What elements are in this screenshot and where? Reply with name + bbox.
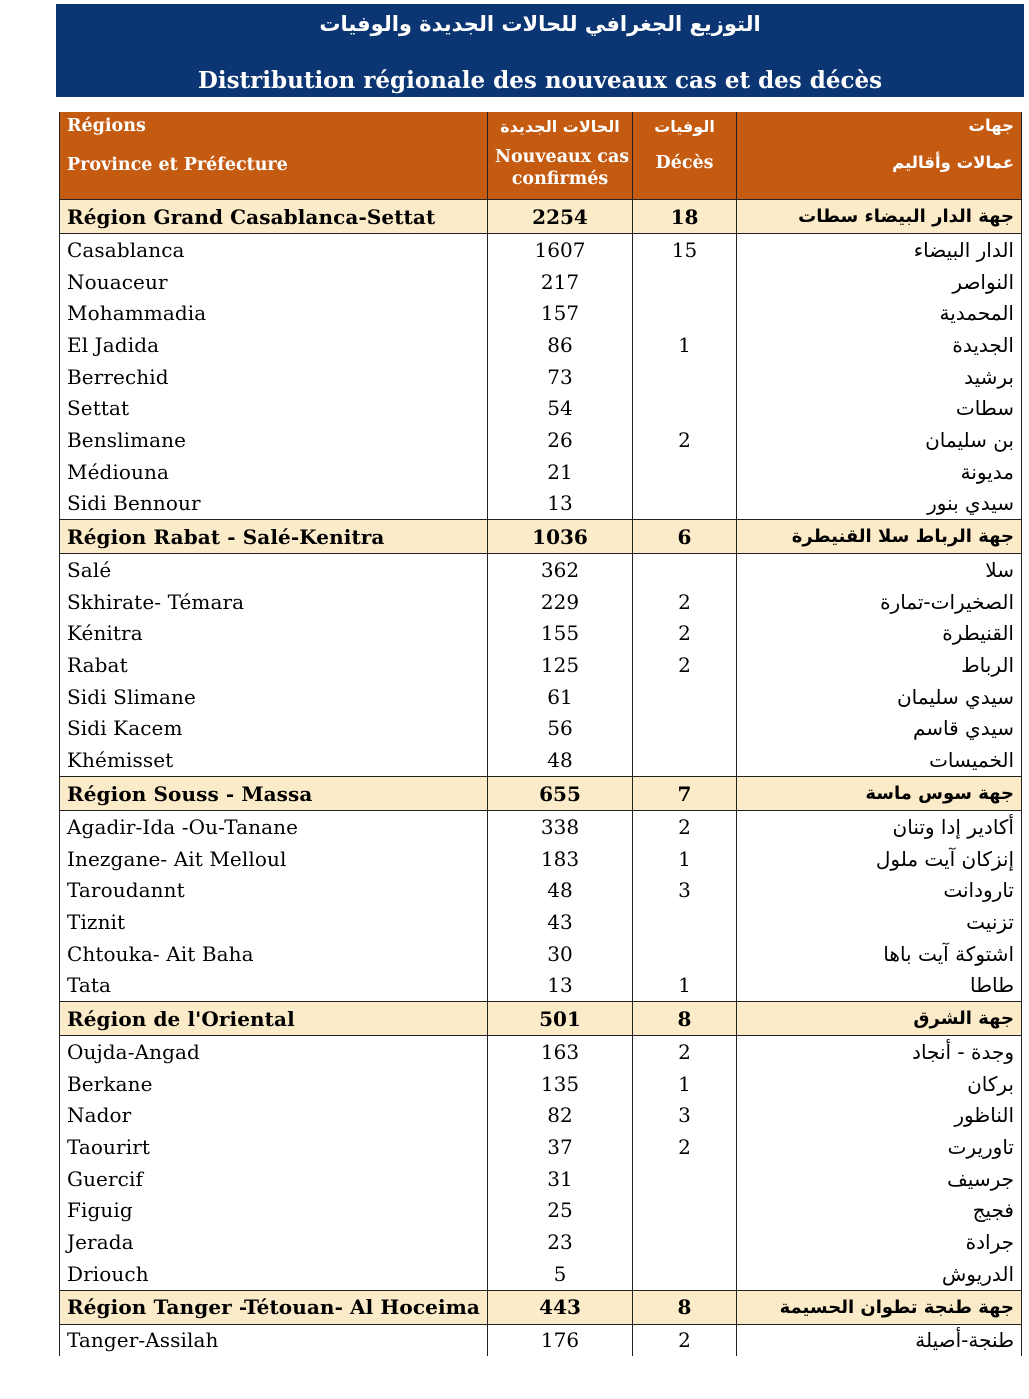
province-name: Agadir-Ida -Ou-Tanane <box>60 811 488 843</box>
deaths-value <box>633 456 737 488</box>
table-row <box>60 1226 1022 1258</box>
province-name-arabic: اشتوكة آيت باها <box>737 938 1022 970</box>
title-arabic: التوزيع الجغرافي للحالات الجديدة والوفيات <box>319 12 761 36</box>
deaths-value: 8 <box>633 1290 737 1324</box>
province-name: Chtouka- Ait Baha <box>60 938 488 970</box>
region-name: Région de l'Oriental <box>60 1002 488 1036</box>
province-name-arabic: الدريوش <box>737 1258 1022 1290</box>
table-row <box>60 266 1022 298</box>
province-name: Skhirate- Témara <box>60 586 488 618</box>
table-body <box>60 200 1022 1357</box>
province-name-arabic: الدار البيضاء <box>737 234 1022 266</box>
province-name: Benslimane <box>60 424 488 456</box>
province-name-arabic: وجدة - أنجاد <box>737 1036 1022 1068</box>
table-row <box>60 906 1022 938</box>
deaths-value: 15 <box>633 234 737 266</box>
deaths-value <box>633 554 737 586</box>
region-name-arabic: جهة الشرق <box>737 1002 1022 1036</box>
table-row <box>60 1100 1022 1132</box>
new-cases-value: 43 <box>488 906 633 938</box>
province-name: Settat <box>60 392 488 424</box>
new-cases-value: 61 <box>488 681 633 713</box>
deaths-value <box>633 1226 737 1258</box>
new-cases-value: 229 <box>488 586 633 618</box>
province-name-arabic: فجيج <box>737 1195 1022 1227</box>
province-name: Sidi Slimane <box>60 681 488 713</box>
new-cases-value: 82 <box>488 1100 633 1132</box>
table-row <box>60 681 1022 713</box>
new-cases-value: 157 <box>488 297 633 329</box>
deaths-value: 3 <box>633 874 737 906</box>
table-row <box>60 361 1022 393</box>
deaths-value: 2 <box>633 1324 737 1356</box>
new-cases-value: 48 <box>488 874 633 906</box>
province-name: Driouch <box>60 1258 488 1290</box>
deaths-value <box>633 681 737 713</box>
province-name: Sidi Bennour <box>60 488 488 520</box>
province-name: Jerada <box>60 1226 488 1258</box>
table-row <box>60 713 1022 745</box>
table-row <box>60 554 1022 586</box>
new-cases-value: 155 <box>488 618 633 650</box>
new-cases-value: 501 <box>488 1002 633 1036</box>
province-name-arabic: جرادة <box>737 1226 1022 1258</box>
new-cases-value: 26 <box>488 424 633 456</box>
province-name-arabic: تزنيت <box>737 906 1022 938</box>
table-row <box>60 649 1022 681</box>
province-name-arabic: سلا <box>737 554 1022 586</box>
province-name: Kénitra <box>60 618 488 650</box>
province-name: Casablanca <box>60 234 488 266</box>
province-name-arabic: القنيطرة <box>737 618 1022 650</box>
province-name: Oujda-Angad <box>60 1036 488 1068</box>
province-name: Nouaceur <box>60 266 488 298</box>
province-name: Taourirt <box>60 1131 488 1163</box>
deaths-value <box>633 938 737 970</box>
deaths-value <box>633 361 737 393</box>
new-cases-value: 125 <box>488 649 633 681</box>
region-row <box>60 777 1022 811</box>
table-row <box>60 329 1022 361</box>
table-row <box>60 1195 1022 1227</box>
table-row <box>60 874 1022 906</box>
province-name: Sidi Kacem <box>60 713 488 745</box>
deaths-value: 2 <box>633 811 737 843</box>
region-name-arabic: جهة الدار البيضاء سطات <box>737 200 1022 234</box>
province-name-arabic: الرباط <box>737 649 1022 681</box>
province-name-arabic: الخميسات <box>737 744 1022 776</box>
deaths-value: 8 <box>633 1002 737 1036</box>
new-cases-value: 31 <box>488 1163 633 1195</box>
new-cases-value: 163 <box>488 1036 633 1068</box>
province-name-arabic: المحمدية <box>737 297 1022 329</box>
province-name: Tanger-Assilah <box>60 1324 488 1356</box>
province-name: Khémisset <box>60 744 488 776</box>
table-row <box>60 843 1022 875</box>
deaths-value: 1 <box>633 1068 737 1100</box>
province-name-arabic: سيدي بنور <box>737 488 1022 520</box>
table-row <box>60 938 1022 970</box>
header-deaths: الوفيات Décès <box>633 112 737 200</box>
title-french: Distribution régionale des nouveaux cas et des décès <box>197 67 883 94</box>
deaths-value <box>633 1258 737 1290</box>
deaths-value: 2 <box>633 424 737 456</box>
table-row <box>60 586 1022 618</box>
province-name-arabic: الناظور <box>737 1100 1022 1132</box>
deaths-value <box>633 392 737 424</box>
province-name: Figuig <box>60 1195 488 1227</box>
table-row <box>60 456 1022 488</box>
province-name-arabic: أكادير إدا وتنان <box>737 811 1022 843</box>
table-row <box>60 1036 1022 1068</box>
deaths-value: 2 <box>633 618 737 650</box>
region-row <box>60 1002 1022 1036</box>
new-cases-value: 338 <box>488 811 633 843</box>
deaths-value <box>633 713 737 745</box>
region-name-arabic: جهة سوس ماسة <box>737 777 1022 811</box>
table-header-row <box>60 112 1022 200</box>
deaths-value <box>633 906 737 938</box>
province-name: Nador <box>60 1100 488 1132</box>
new-cases-value: 86 <box>488 329 633 361</box>
new-cases-value: 25 <box>488 1195 633 1227</box>
new-cases-value: 73 <box>488 361 633 393</box>
new-cases-value: 362 <box>488 554 633 586</box>
table-row <box>60 297 1022 329</box>
deaths-value <box>633 266 737 298</box>
new-cases-value: 217 <box>488 266 633 298</box>
new-cases-value: 56 <box>488 713 633 745</box>
new-cases-value: 655 <box>488 777 633 811</box>
province-name-arabic: إنزكان آيت ملول <box>737 843 1022 875</box>
province-name-arabic: برشيد <box>737 361 1022 393</box>
region-row <box>60 1290 1022 1324</box>
header-regions-arabic: جهات عمالات وأقاليم <box>737 112 1022 200</box>
province-name-arabic: بن سليمان <box>737 424 1022 456</box>
deaths-value: 1 <box>633 843 737 875</box>
table-row <box>60 969 1022 1001</box>
deaths-value: 6 <box>633 520 737 554</box>
new-cases-value: 23 <box>488 1226 633 1258</box>
new-cases-value: 13 <box>488 969 633 1001</box>
table-row <box>60 424 1022 456</box>
header-new-cases: الحالات الجديدة Nouveaux cas confirmés <box>488 112 633 200</box>
region-name-arabic: جهة طنجة تطوان الحسيمة <box>737 1290 1022 1324</box>
table-row <box>60 1258 1022 1290</box>
province-name-arabic: تاوريرت <box>737 1131 1022 1163</box>
province-name: Taroudannt <box>60 874 488 906</box>
new-cases-value: 21 <box>488 456 633 488</box>
province-name-arabic: سيدي قاسم <box>737 713 1022 745</box>
province-name-arabic: مديونة <box>737 456 1022 488</box>
province-name: Mohammadia <box>60 297 488 329</box>
province-name: Médiouna <box>60 456 488 488</box>
deaths-value: 2 <box>633 1131 737 1163</box>
new-cases-value: 176 <box>488 1324 633 1356</box>
new-cases-value: 1607 <box>488 234 633 266</box>
new-cases-value: 443 <box>488 1290 633 1324</box>
province-name-arabic: سيدي سليمان <box>737 681 1022 713</box>
new-cases-value: 183 <box>488 843 633 875</box>
deaths-value: 3 <box>633 1100 737 1132</box>
new-cases-value: 13 <box>488 488 633 520</box>
province-name: Rabat <box>60 649 488 681</box>
region-name-arabic: جهة الرباط سلا القنيطرة <box>737 520 1022 554</box>
region-name: Région Souss - Massa <box>60 777 488 811</box>
deaths-value <box>633 488 737 520</box>
province-name: El Jadida <box>60 329 488 361</box>
province-name: Berkane <box>60 1068 488 1100</box>
deaths-value <box>633 744 737 776</box>
deaths-value: 1 <box>633 329 737 361</box>
deaths-value: 18 <box>633 200 737 234</box>
table-row <box>60 618 1022 650</box>
region-name: Région Grand Casablanca-Settat <box>60 200 488 234</box>
province-name: Inezgane- Ait Melloul <box>60 843 488 875</box>
new-cases-value: 2254 <box>488 200 633 234</box>
table-row <box>60 488 1022 520</box>
table-row <box>60 1324 1022 1356</box>
new-cases-value: 48 <box>488 744 633 776</box>
province-name-arabic: بركان <box>737 1068 1022 1100</box>
new-cases-value: 5 <box>488 1258 633 1290</box>
province-name: Berrechid <box>60 361 488 393</box>
province-name-arabic: تارودانت <box>737 874 1022 906</box>
table-row <box>60 234 1022 266</box>
province-name-arabic: الصخيرات-تمارة <box>737 586 1022 618</box>
table-row <box>60 1163 1022 1195</box>
new-cases-value: 30 <box>488 938 633 970</box>
new-cases-value: 1036 <box>488 520 633 554</box>
table-row <box>60 744 1022 776</box>
new-cases-value: 135 <box>488 1068 633 1100</box>
table-row <box>60 811 1022 843</box>
province-name-arabic: سطات <box>737 392 1022 424</box>
deaths-value: 7 <box>633 777 737 811</box>
province-name-arabic: طنجة-أصيلة <box>737 1324 1022 1356</box>
province-name-arabic: طاطا <box>737 969 1022 1001</box>
table-row <box>60 1068 1022 1100</box>
province-name-arabic: جرسيف <box>737 1163 1022 1195</box>
deaths-value: 2 <box>633 586 737 618</box>
region-row <box>60 520 1022 554</box>
region-name: Région Rabat - Salé-Kenitra <box>60 520 488 554</box>
deaths-value: 2 <box>633 1036 737 1068</box>
province-name-arabic: الجديدة <box>737 329 1022 361</box>
header-regions: Régions Province et Préfecture <box>60 112 488 200</box>
province-name: Guercif <box>60 1163 488 1195</box>
table-row <box>60 1131 1022 1163</box>
title-banner <box>56 4 1024 97</box>
deaths-value <box>633 1195 737 1227</box>
deaths-value <box>633 297 737 329</box>
region-name: Région Tanger -Tétouan- Al Hoceima <box>60 1290 488 1324</box>
province-name: Salé <box>60 554 488 586</box>
deaths-value: 2 <box>633 649 737 681</box>
table-row <box>60 392 1022 424</box>
deaths-value <box>633 1163 737 1195</box>
new-cases-value: 37 <box>488 1131 633 1163</box>
province-name-arabic: النواصر <box>737 266 1022 298</box>
deaths-value: 1 <box>633 969 737 1001</box>
new-cases-value: 54 <box>488 392 633 424</box>
region-row <box>60 200 1022 234</box>
regional-distribution-table <box>59 112 1022 1356</box>
province-name: Tata <box>60 969 488 1001</box>
province-name: Tiznit <box>60 906 488 938</box>
